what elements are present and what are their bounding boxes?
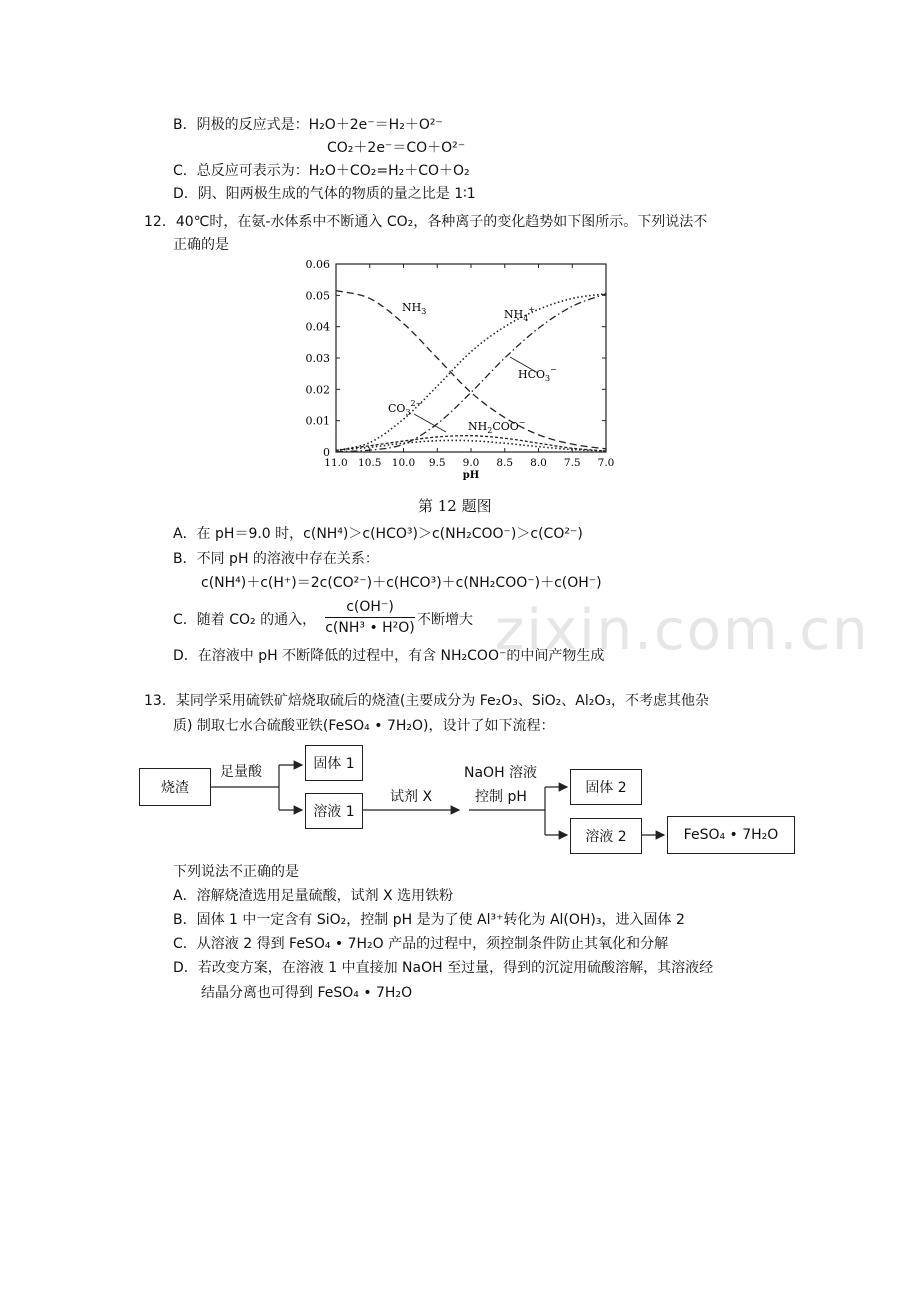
y-tick-label: 0.06 bbox=[305, 258, 330, 271]
flow-box-solution1: 溶液 1 bbox=[305, 793, 363, 829]
x-tick-label: 10.0 bbox=[391, 457, 416, 469]
q11-option-b-line2: CO₂＋2e⁻＝CO＋O²⁻ bbox=[327, 140, 466, 156]
series-label-hco3: $HCO_3^-$ bbox=[518, 365, 557, 383]
flow-box-solid1: 固体 1 bbox=[305, 745, 363, 781]
fraction-bar bbox=[325, 617, 415, 618]
q12-chart bbox=[296, 256, 626, 496]
x-tick-label: 8.5 bbox=[496, 457, 514, 469]
q12-option-c-prefix: C．随着 CO₂ 的通入， bbox=[173, 612, 317, 628]
q13-option-b: B．固体 1 中一定含有 SiO₂，控制 pH 是为了使 Al³⁺转化为 Al(OH)₃，进入固体 2 bbox=[173, 912, 685, 928]
series-label-nh2coo: $NH_2COO^-$ bbox=[468, 418, 526, 435]
flow-box-solid2: 固体 2 bbox=[570, 769, 642, 805]
x-tick-label: 7.0 bbox=[597, 457, 615, 469]
flow-box-product: FeSO₄ • 7H₂O bbox=[667, 816, 795, 854]
flow-box-start: 烧渣 bbox=[139, 768, 211, 806]
flow-label-acid: 足量酸 bbox=[220, 764, 262, 780]
x-tick-label: 7.5 bbox=[563, 457, 581, 469]
x-axis-label: pH bbox=[462, 470, 480, 481]
q11-option-c: C．总反应可表示为：H₂O＋CO₂=H₂＋CO＋O₂ bbox=[173, 163, 470, 179]
fraction-denominator: c(NH³ • H²O) bbox=[325, 620, 415, 636]
q13-lead: 下列说法不正确的是 bbox=[173, 864, 299, 880]
y-tick-label: 0 bbox=[323, 446, 330, 459]
q13-option-d-line2: 结晶分离也可得到 FeSO₄ • 7H₂O bbox=[201, 985, 413, 1001]
q13-option-a: A．溶解烧渣选用足量硫酸，试剂 X 选用铁粉 bbox=[173, 888, 454, 904]
q13-option-c: C．从溶液 2 得到 FeSO₄ • 7H₂O 产品的过程中，须控制条件防止其氧化和分解 bbox=[173, 936, 669, 952]
series-label-co3: $CO_3^{2-}$ bbox=[388, 399, 423, 417]
x-tick-label: 8.0 bbox=[530, 457, 547, 469]
q13-stem-line2: 质) 制取七水合硫酸亚铁(FeSO₄ • 7H₂O)，设计了如下流程： bbox=[173, 718, 555, 734]
q12-caption: 第 12 题图 bbox=[418, 497, 492, 515]
q12-option-a: A．在 pH＝9.0 时，c(NH⁴)＞c(HCO³)＞c(NH₂COO⁻)＞c(CO²⁻) bbox=[173, 526, 583, 542]
q12-stem-line2: 正确的是 bbox=[173, 237, 229, 253]
x-tick-label: 11.0 bbox=[324, 457, 348, 469]
q12-option-d: D．在溶液中 pH 不断降低的过程中，有含 NH₂COO⁻的中间产物生成 bbox=[173, 648, 605, 664]
x-tick-label: 9.0 bbox=[462, 457, 480, 469]
flow-box-solution2: 溶液 2 bbox=[570, 818, 642, 854]
q12-option-c-suffix: 不断增大 bbox=[417, 612, 473, 628]
co3-pointer bbox=[414, 414, 446, 432]
y-tick-label: 0.01 bbox=[305, 414, 330, 428]
q11-option-d: D．阴、阳两极生成的气体的物质的量之比是 1∶1 bbox=[173, 186, 476, 202]
q12-option-c-fraction bbox=[325, 598, 415, 637]
flow-label-ph: 控制 pH bbox=[475, 789, 527, 805]
y-tick-label: 0.03 bbox=[305, 352, 330, 365]
q13-stem-line1: 13．某同学采用硫铁矿焙烧取硫后的烧渣(主要成分为 Fe₂O₃、SiO₂、Al₂O₃，不考虑其他杂 bbox=[144, 693, 709, 709]
x-tick-label: 9.5 bbox=[428, 457, 446, 469]
y-tick-label: 0.05 bbox=[305, 289, 330, 303]
watermark: zixin.com.cn bbox=[495, 598, 870, 663]
flow-label-naoh: NaOH 溶液 bbox=[464, 765, 538, 781]
q12-stem-line1: 12．40℃时，在氨-水体系中不断通入 CO₂，各种离子的变化趋势如下图所示。下列说法不 bbox=[144, 214, 708, 230]
q13-option-d-line1: D．若改变方案，在溶液 1 中直接加 NaOH 至过量，得到的沉淀用硫酸溶解，其溶液经 bbox=[173, 960, 714, 976]
series-label-nh4: $NH_4^+$ bbox=[504, 305, 536, 323]
q12-option-b-line2: c(NH⁴)＋c(H⁺)＝2c(CO²⁻)＋c(HCO³)＋c(NH₂COO⁻)＋c(OH⁻) bbox=[201, 575, 602, 591]
flow-label-reagent: 试剂 X bbox=[390, 789, 433, 805]
y-tick-label: 0.02 bbox=[305, 383, 330, 397]
series-label-nh3: $NH_3$ bbox=[402, 301, 427, 316]
y-tick-label: 0.04 bbox=[305, 320, 330, 334]
x-tick-label: 10.5 bbox=[358, 457, 382, 469]
q12-option-b-line1: B．不同 pH 的溶液中存在关系： bbox=[173, 551, 379, 567]
q11-option-b-line1: B．阴极的反应式是：H₂O＋2e⁻＝H₂＋O²⁻ bbox=[173, 117, 443, 133]
fraction-numerator: c(OH⁻) bbox=[346, 599, 394, 615]
